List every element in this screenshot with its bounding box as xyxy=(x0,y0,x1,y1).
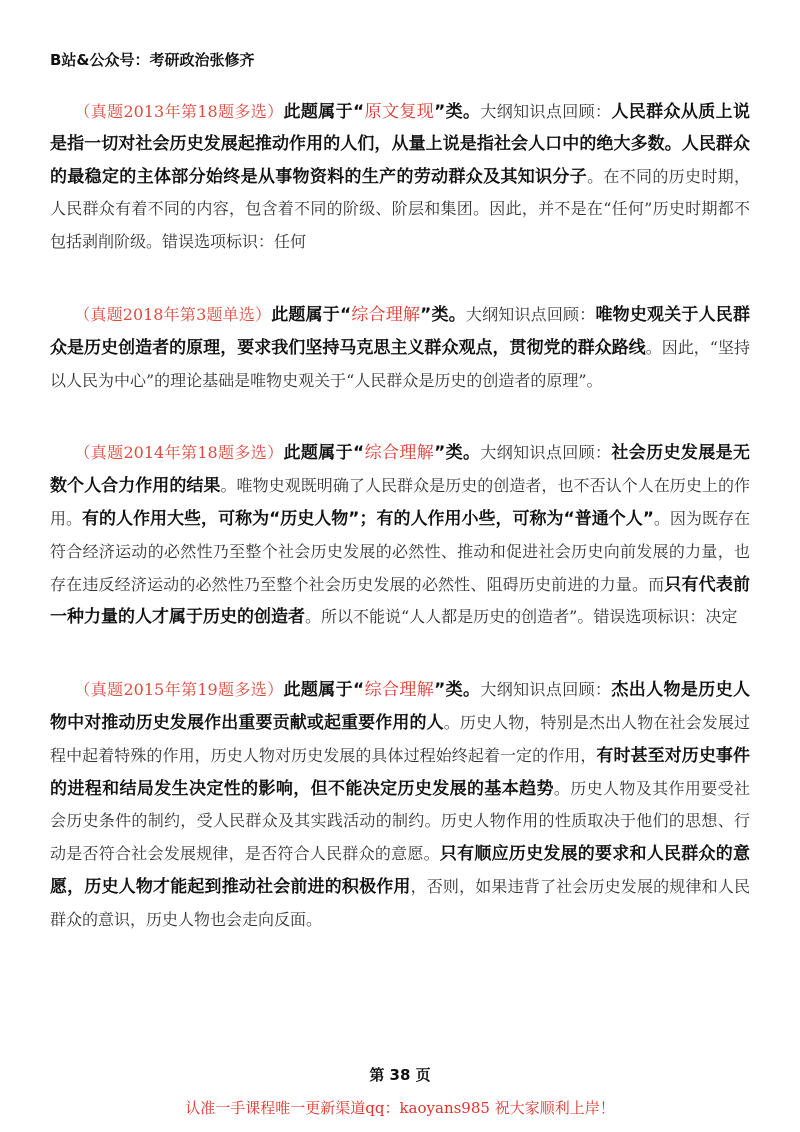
explanation-text: 。唯物史观既明确了人民群众是历史的创造者，也不否认个人在历史上的作用。 xyxy=(50,476,750,528)
paragraph-2013-q18 xyxy=(50,96,750,259)
category-label: 综合理解 xyxy=(364,443,435,464)
explanation-text: ，否则，如果违背了社会历史发展的规律和人民群众的意识，历史人物也会走向反面。 xyxy=(50,876,750,929)
question-reference: （真题2018年第3题单选） xyxy=(74,304,272,324)
category-text: 此题属于“ xyxy=(283,102,365,122)
category-text: 此题属于“ xyxy=(271,304,352,325)
question-reference: （真题2014年第18题多选） xyxy=(74,443,284,463)
explanation-text: 。历史人物，特别是杰出人物在社会发展过程中起着特殊的作用，历史人物对历史发展的具体过程始终起着一定的作用， xyxy=(50,712,750,765)
category-text: ”类。 xyxy=(420,304,466,325)
document-header: B站&公众号：考研政治张修齐 xyxy=(50,51,255,69)
page-number: 第 38 页 xyxy=(369,1066,431,1084)
key-point: 唯物史观关于人民群众是历史创造者的原理，要求我们坚持马克思主义群众观点，贯彻党的群众路线 xyxy=(50,304,750,358)
explanation-text: 。因此，“坚持以人民为中心”的理论基础是唯物史观关于“人民群众是历史的创造者的原理”。 xyxy=(50,337,751,390)
paragraph-2015-q19 xyxy=(50,674,750,936)
category-label: 综合理解 xyxy=(364,680,435,701)
category-text: ”类。 xyxy=(434,102,481,122)
footer-notice: 认准一手课程唯一更新渠道qq：kaoyans985 祝大家顺利上岸！ xyxy=(185,1099,615,1117)
category-text: ”类。 xyxy=(434,680,481,701)
document-body xyxy=(50,96,750,937)
explanation-text: 。历史人物及其作用要受社会历史条件的制约，受人民群众及其实践活动的制约。历史人物作用的性质取决于他们的思想、行动是否符合社会发展规律，是否符合人民群众的意愿。 xyxy=(50,778,750,864)
key-point: 只有顺应历史发展的要求和人民群众的意愿，历史人物才能起到推动社会前进的积极作用 xyxy=(50,844,750,897)
category-text: 此题属于“ xyxy=(283,680,365,701)
explanation-text: 大纲知识点回顾： xyxy=(465,304,596,324)
explanation-text: 。所以不能说“人人都是历史的创造者”。错误选项标识：决定 xyxy=(305,607,738,627)
category-text: ”类。 xyxy=(434,443,481,464)
explanation-text: 。在不同的历史时期，人民群众有着不同的内容，包含着不同的阶级、阶层和集团。因此，并不是在“任何”历史时期都不包括剥削阶级。错误选项标识：任何 xyxy=(50,166,750,252)
explanation-text: 大纲知识点回顾： xyxy=(480,680,612,700)
question-reference: （真题2013年第18题多选） xyxy=(74,102,284,121)
explanation-text: 。因为既存在符合经济运动的必然性乃至整个社会历史发展的必然性、推动和促进社会历史向前发展的力量，也存在违反经济运动的必然性乃至整个社会历史发展的必然性、阻碍历史前进的力量。而 xyxy=(50,508,750,594)
key-point: 有的人作用大些，可称为“历史人物”；有的人作用小些，可称为“普通个人” xyxy=(82,508,654,529)
category-label: 综合理解 xyxy=(351,304,421,325)
paragraph-2014-q18 xyxy=(50,437,750,634)
key-point: 只有代表前一种力量的人才属于历史的创造者 xyxy=(50,574,750,628)
key-point: 人民群众从质上说是指一切对社会历史发展起推动作用的人们，从量上说是指社会人口中的绝大多数。人民群众的最稳定的主体部分始终是从事物资料的生产的劳动群众及其知识分子 xyxy=(50,102,750,187)
paragraph-2018-q3 xyxy=(50,299,750,397)
key-point: 杰出人物是历史人物中对推动历史发展作出重要贡献或起重要作用的人 xyxy=(50,680,750,733)
explanation-text: 大纲知识点回顾： xyxy=(480,102,612,121)
category-text: 此题属于“ xyxy=(283,443,365,464)
explanation-text: 大纲知识点回顾： xyxy=(480,443,612,463)
question-reference: （真题2015年第19题多选） xyxy=(74,680,284,700)
category-label: 原文复现 xyxy=(364,102,435,122)
key-point: 有时甚至对历史事件的进程和结局发生决定性的影响，但不能决定历史发展的基本趋势 xyxy=(50,745,750,799)
key-point: 社会历史发展是无数个人合力作用的结果 xyxy=(50,443,750,497)
